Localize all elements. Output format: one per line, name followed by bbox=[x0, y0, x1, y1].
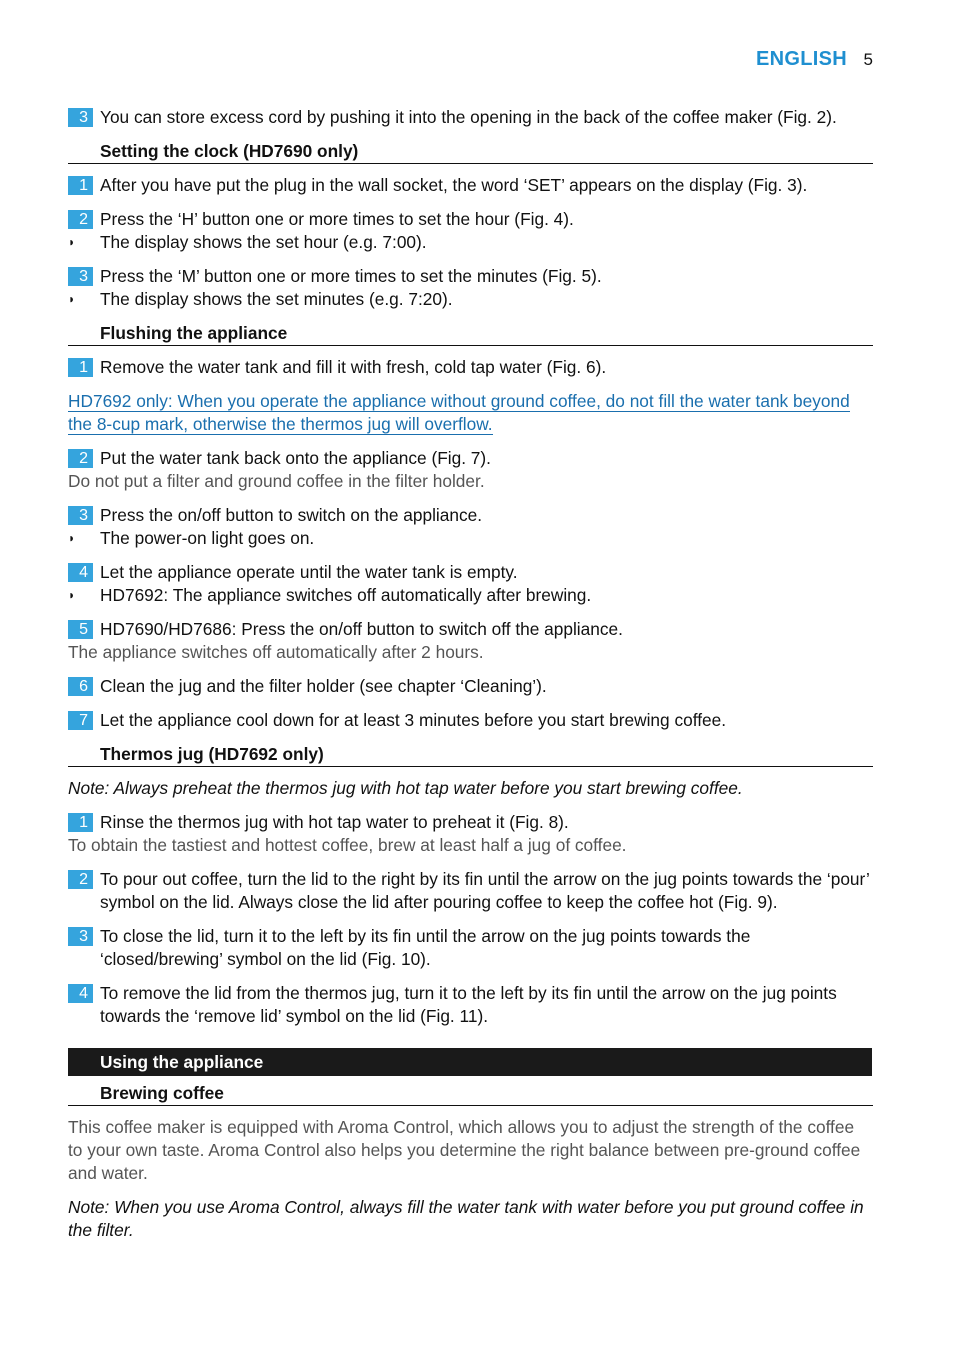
section-heading-using-appliance: Using the appliance bbox=[68, 1048, 872, 1076]
subheading-flushing: Flushing the appliance bbox=[68, 322, 873, 346]
step-clock-1 bbox=[68, 174, 873, 197]
step-text: Put the water tank back onto the appliance (Fig. 7). bbox=[100, 448, 491, 468]
step-store-cord bbox=[68, 106, 873, 129]
step-text: Clean the jug and the filter holder (see chapter ‘Cleaning’). bbox=[100, 676, 547, 696]
step-text: Press the on/off button to switch on the appliance. bbox=[100, 505, 483, 525]
step-text: After you have put the plug in the wall socket, the word ‘SET’ appears on the display (Fig. 3). bbox=[100, 175, 808, 195]
step-thermos-1 bbox=[68, 811, 873, 834]
step-number-badge: 1 bbox=[68, 813, 93, 832]
result-clock-3 bbox=[68, 288, 873, 311]
result-flush-4 bbox=[68, 584, 873, 607]
step-clock-2 bbox=[68, 208, 873, 231]
step-thermos-4 bbox=[68, 982, 873, 1028]
step-flush-5 bbox=[68, 618, 873, 641]
step-number-badge: 2 bbox=[68, 449, 93, 468]
step-number-badge: 6 bbox=[68, 677, 93, 696]
step-number-badge: 2 bbox=[68, 870, 93, 889]
step-flush-1 bbox=[68, 356, 873, 379]
step-text: HD7690/HD7686: Press the on/off button to switch off the appliance. bbox=[100, 619, 623, 639]
info-text: To obtain the tastiest and hottest coffee, brew at least half a jug of coffee. bbox=[68, 835, 627, 855]
step-number-badge: 5 bbox=[68, 620, 93, 639]
step-number-badge: 4 bbox=[68, 984, 93, 1003]
step-text: Let the appliance cool down for at least 3 minutes before you start brewing coffee. bbox=[100, 710, 727, 730]
step-number-badge: 1 bbox=[68, 176, 93, 195]
language-label: ENGLISH bbox=[756, 48, 847, 70]
step-flush-4 bbox=[68, 561, 873, 584]
step-clock-3 bbox=[68, 265, 873, 288]
result-marker-icon: ◗ bbox=[68, 235, 76, 249]
step-text: Press the ‘H’ button one or more times to set the hour (Fig. 4). bbox=[100, 209, 574, 229]
step-text: To remove the lid from the thermos jug, turn it to the left by its fin until the arrow on the jug points towards the ‘remove lid’ symbol on the lid (Fig. 11). bbox=[100, 983, 837, 1026]
step-number-badge: 3 bbox=[68, 927, 93, 946]
step-text: You can store excess cord by pushing it into the opening in the back of the coffee maker (Fig. 2). bbox=[100, 107, 837, 127]
step-number-badge: 2 bbox=[68, 210, 93, 229]
result-marker-icon: ◗ bbox=[68, 588, 76, 602]
note-text: Note: Always preheat the thermos jug with hot tap water before you start brewing coffee. bbox=[68, 778, 743, 798]
info-text: The appliance switches off automatically after 2 hours. bbox=[68, 642, 484, 662]
step-text: To pour out coffee, turn the lid to the right by its fin until the arrow on the jug points towards the ‘pour’ symbol on the lid. Always close the lid after pouring coffee to keep the coffee hot (Fig. 9). bbox=[100, 869, 870, 912]
step-text: Rinse the thermos jug with hot tap water to preheat it (Fig. 8). bbox=[100, 812, 569, 832]
step-number-badge: 3 bbox=[68, 108, 93, 127]
subheading-thermos-jug: Thermos jug (HD7692 only) bbox=[68, 743, 873, 767]
result-text: The display shows the set minutes (e.g. 7:20). bbox=[100, 289, 453, 309]
step-number-badge: 4 bbox=[68, 563, 93, 582]
page-number: 5 bbox=[863, 50, 873, 69]
page-content bbox=[68, 106, 873, 1253]
warning-text-content: HD7692 only: When you operate the appliance without ground coffee, do not fill the water tank beyond the 8-cup mark, otherwise the thermos jug will overflow. bbox=[68, 391, 850, 434]
step-text: Press the ‘M’ button one or more times to set the minutes (Fig. 5). bbox=[100, 266, 602, 286]
result-text: The display shows the set hour (e.g. 7:00). bbox=[100, 232, 427, 252]
step-text: To close the lid, turn it to the left by its fin until the arrow on the jug points towards the ‘closed/brewing’ symbol on the lid (Fig. 10). bbox=[100, 926, 751, 969]
result-clock-2 bbox=[68, 231, 873, 254]
info-text: Do not put a filter and ground coffee in the filter holder. bbox=[68, 471, 485, 491]
step-text: Let the appliance operate until the water tank is empty. bbox=[100, 562, 518, 582]
step-number-badge: 3 bbox=[68, 506, 93, 525]
result-text: HD7692: The appliance switches off automatically after brewing. bbox=[100, 585, 592, 605]
step-thermos-2 bbox=[68, 868, 873, 914]
step-flush-6 bbox=[68, 675, 873, 698]
result-text: The power-on light goes on. bbox=[100, 528, 315, 548]
step-thermos-3 bbox=[68, 925, 873, 971]
step-number-badge: 1 bbox=[68, 358, 93, 377]
warning-text bbox=[68, 390, 873, 436]
subheading-setting-clock: Setting the clock (HD7690 only) bbox=[68, 140, 873, 164]
intro-paragraph: This coffee maker is equipped with Aroma Control, which allows you to adjust the strength of the coffee to your own taste. Aroma Control also helps you determine the right balance between pre-ground coffee and water. bbox=[68, 1117, 861, 1183]
result-marker-icon: ◗ bbox=[68, 531, 76, 545]
step-flush-7 bbox=[68, 709, 873, 732]
page-header bbox=[756, 48, 873, 71]
step-number-badge: 3 bbox=[68, 267, 93, 286]
note-text: Note: When you use Aroma Control, always fill the water tank with water before you put ground coffee in the filter. bbox=[68, 1197, 864, 1240]
result-flush-3 bbox=[68, 527, 873, 550]
subheading-brewing-coffee: Brewing coffee bbox=[68, 1082, 873, 1106]
step-text: Remove the water tank and fill it with fresh, cold tap water (Fig. 6). bbox=[100, 357, 607, 377]
step-flush-3 bbox=[68, 504, 873, 527]
result-marker-icon: ◗ bbox=[68, 292, 76, 306]
step-flush-2 bbox=[68, 447, 873, 470]
step-number-badge: 7 bbox=[68, 711, 93, 730]
